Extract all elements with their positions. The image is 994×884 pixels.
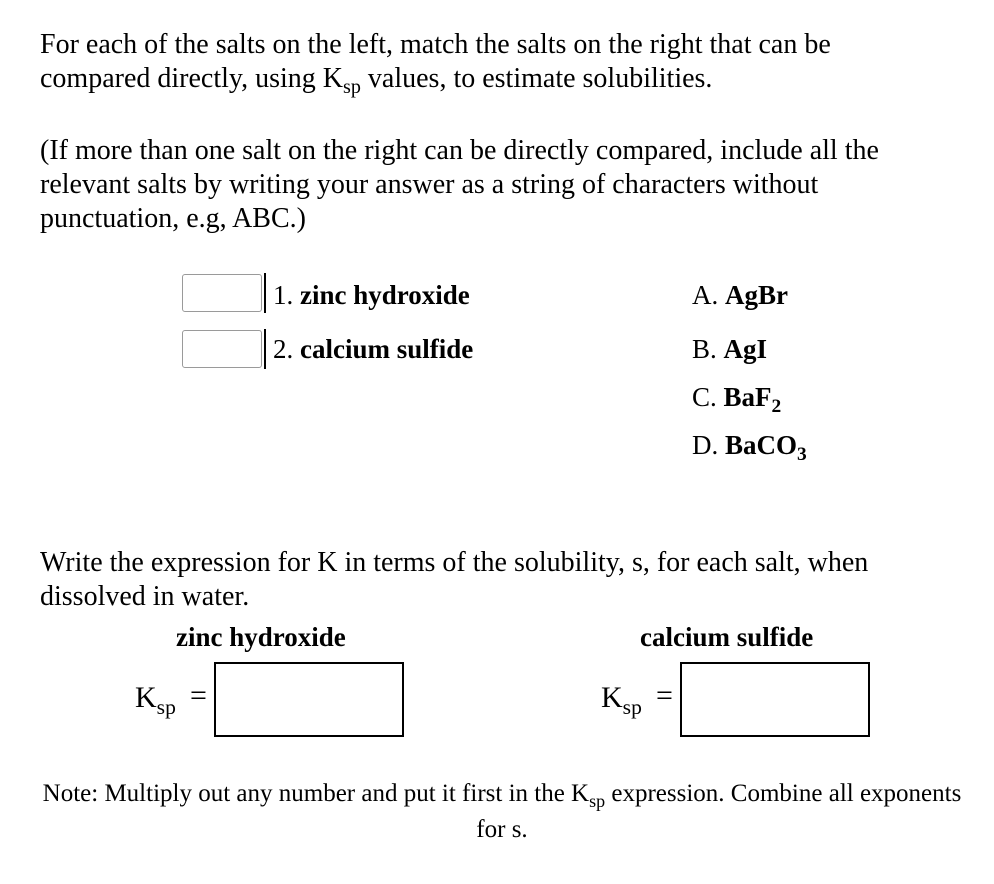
answer-box-2[interactable] <box>182 330 262 368</box>
right-item-a <box>692 278 788 312</box>
ksp-label-left <box>135 680 176 719</box>
ksp-input-calcium-sulfide[interactable] <box>680 662 870 737</box>
left-item-2-label: calcium sulfide <box>300 334 474 364</box>
left-item-2-number: 2. <box>273 334 294 364</box>
right-item-c <box>692 380 782 418</box>
answer-box-1[interactable] <box>182 274 262 312</box>
ksp-sub-left: sp <box>156 694 176 719</box>
ksp-main-left: K <box>135 681 157 714</box>
right-item-d-subscript: 3 <box>797 444 807 466</box>
ksp-label-right <box>601 680 642 719</box>
left-item-1-label: zinc hydroxide <box>300 280 470 310</box>
note-ksp-subscript: sp <box>589 790 606 811</box>
right-item-d-label: BaCO <box>725 430 798 460</box>
right-item-b-label: AgI <box>723 334 768 364</box>
right-item-d <box>692 428 807 466</box>
question2-text: Write the expression for K in terms of the solubility, s, for each salt, when dissolved in water. <box>40 547 869 612</box>
right-item-d-letter: D. <box>692 430 719 460</box>
note-text-part2: expression. Combine all exponents for s. <box>476 780 962 843</box>
note-text <box>40 776 964 848</box>
note-text-part1: Note: Multiply out any number and put it first in the K <box>42 780 590 807</box>
ksp-main-right: K <box>601 681 623 714</box>
question1-text <box>40 28 940 99</box>
column-header-calcium-sulfide: calcium sulfide <box>640 622 814 652</box>
right-item-b <box>692 332 767 366</box>
instructions-text: (If more than one salt on the right can be directly compared, include all the relevant salts by writing your answer as a string of characters without punctuation, e.g, ABC.) <box>40 135 879 234</box>
right-item-a-label: AgBr <box>725 280 788 310</box>
question1-text-part1: For each of the salts on the left, match the salts on the right that can be compared directly, using K <box>40 29 831 94</box>
right-item-b-letter: B. <box>692 334 717 364</box>
ksp-subscript: sp <box>342 76 361 99</box>
right-item-a-letter: A. <box>692 280 719 310</box>
left-item-1 <box>273 278 470 312</box>
divider-2 <box>264 329 266 369</box>
left-item-1-number: 1. <box>273 280 294 310</box>
question1-text-part2: values, to estimate solubilities. <box>360 63 713 94</box>
column-header-zinc-hydroxide: zinc hydroxide <box>176 622 346 652</box>
equals-sign-left: = <box>190 679 207 712</box>
ksp-sub-right: sp <box>622 694 642 719</box>
right-item-d-formula <box>725 430 807 466</box>
equals-sign-right: = <box>656 679 673 712</box>
ksp-input-zinc-hydroxide[interactable] <box>214 662 404 737</box>
left-item-2 <box>273 332 473 366</box>
right-item-c-label: BaF <box>723 382 772 412</box>
right-item-c-formula <box>723 382 782 418</box>
right-item-c-subscript: 2 <box>771 396 782 418</box>
right-item-c-letter: C. <box>692 382 717 412</box>
divider-1 <box>264 273 266 313</box>
